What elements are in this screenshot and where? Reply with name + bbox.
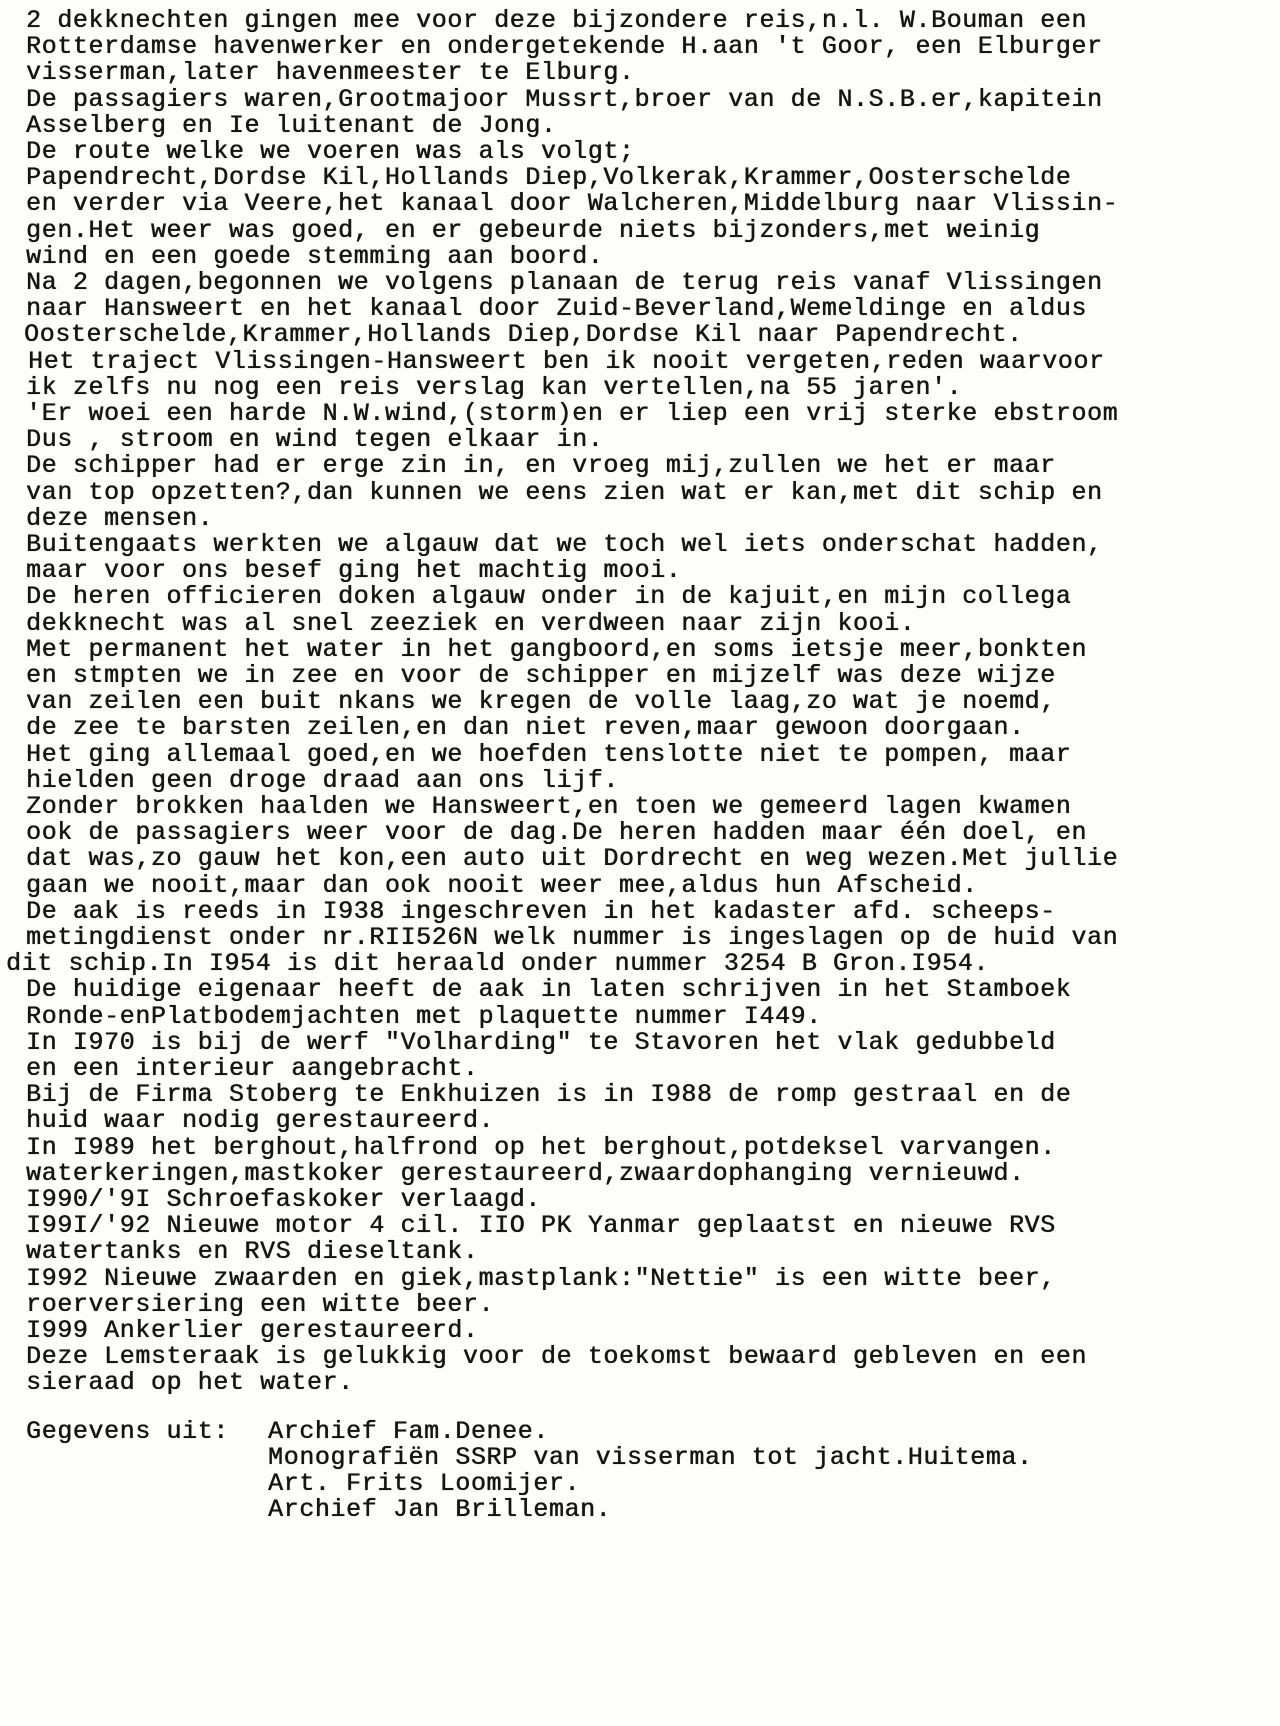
text-line: dat was,zo gauw het kon,een auto uit Dordrecht en weg wezen.Met jullie (26, 844, 1119, 874)
text-line: ik zelfs nu nog een reis verslag kan vertellen,na 55 jaren'. (26, 372, 963, 402)
text-line: Buitengaats werkten we algauw dat we toch wel iets onderschat hadden, (26, 530, 1103, 559)
text-line: De route welke we voeren was als volgt; (26, 137, 635, 166)
text-line: gaan we nooit,maar dan ook nooit weer mee,aldus hun Afscheid. (26, 870, 978, 900)
text-line: dekknecht was al snel zeeziek en verdween naar zijn kooi. (26, 608, 916, 638)
text-line: en verder via Veere,het kanaal door Walcheren,Middelburg naar Vlissin- (26, 189, 1119, 219)
text-line: In I970 is bij de werf "Volharding" te Stavoren het vlak gedubbeld (26, 1027, 1056, 1057)
text-line: De huidige eigenaar heeft de aak in laten schrijven in het Stamboek (26, 975, 1072, 1005)
text-line: metingdienst onder nr.RII526N welk nummer is ingeslagen op de huid van (26, 923, 1119, 952)
text-line: wind en een goede stemming aan boord. (26, 241, 604, 271)
text-line: visserman,later havenmeester te Elburg. (26, 58, 635, 88)
text-line: I990/'9I Schroefaskoker verlaagd. (26, 1185, 541, 1214)
text-line: gen.Het weer was goed, en er gebeurde niets bijzonders,met weinig (26, 215, 1041, 245)
text-line: De passagiers waren,Grootmajoor Mussrt,broer van de N.S.B.er,kapitein (26, 84, 1103, 114)
text-line: Rotterdamse havenwerker en ondergetekende H.aan 't Goor, een Elburger (26, 32, 1103, 62)
text-line: Dus , stroom en wind tegen elkaar in. (26, 425, 604, 455)
text-line: dit schip.In I954 is dit heraald onder nummer 3254 B Gron.I954. (6, 949, 989, 979)
text-line: Met permanent het water in het gangboord,en soms ietsje meer,bonkten (26, 634, 1087, 664)
text-line: Ronde-enPlatbodemjachten met plaquette nummer I449. (26, 1001, 822, 1031)
text-line: In I989 het berghout,halfrond op het berghout,potdeksel varvangen. (26, 1132, 1056, 1162)
sources-label: Gegevens uit: (26, 1416, 229, 1446)
text-line: van zeilen een buit nkans we kregen de volle laag,zo wat je noemd, (26, 687, 1056, 717)
text-line: Oosterschelde,Krammer,Hollands Diep,Dordse Kil naar Papendrecht. (24, 320, 1023, 350)
text-line: huid waar nodig gerestaureerd. (26, 1106, 495, 1136)
text-line: roerversiering een witte beer. (26, 1289, 495, 1319)
text-line: I999 Ankerlier gerestaureerd. (26, 1316, 479, 1345)
text-line: en een interieur aangebracht. (26, 1054, 479, 1083)
text-line: ook de passagiers weer voor de dag.De heren hadden maar één doel, en (26, 818, 1087, 848)
source-entry: Monografiën SSRP van visserman tot jacht.Huitema. (268, 1442, 1033, 1472)
text-line: watertanks en RVS dieseltank. (26, 1237, 479, 1267)
text-line: sieraad op het water. (26, 1368, 354, 1398)
text-line: en stmpten we in zee en voor de schipper en mijzelf was deze wijze (26, 661, 1056, 690)
text-line: 2 dekknechten gingen mee voor deze bijzondere reis,n.l. W.Bouman een (26, 6, 1087, 35)
source-entry: Archief Fam.Denee. (268, 1416, 549, 1446)
text-line: 'Er woei een harde N.W.wind,(storm)en er liep een vrij sterke ebstroom (26, 399, 1119, 428)
text-line: De schipper had er erge zin in, en vroeg mij,zullen we het er maar (26, 451, 1056, 481)
text-line: van top opzetten?,dan kunnen we eens zien wat er kan,met dit schip en (26, 477, 1103, 507)
source-entry: Archief Jan Brilleman. (268, 1495, 612, 1525)
text-line: de zee te barsten zeilen,en dan niet reven,maar gewoon doorgaan. (26, 713, 1025, 743)
text-line: hielden geen droge draad aan ons lijf. (26, 765, 619, 795)
text-line: Deze Lemsteraak is gelukkig voor de toekomst bewaard gebleven en een (26, 1342, 1087, 1372)
text-line: Het ging allemaal goed,en we hoefden tenslotte niet te pompen, maar (26, 739, 1072, 769)
text-line: Papendrecht,Dordse Kil,Hollands Diep,Volkerak,Krammer,Oosterschelde (26, 163, 1072, 193)
source-entry: Art. Frits Loomijer. (268, 1469, 581, 1498)
text-line: naar Hansweert en het kanaal door Zuid-Beverland,Wemeldinge en aldus (26, 294, 1087, 324)
text-line: Het traject Vlissingen-Hansweert ben ik nooit vergeten,reden waarvoor (28, 346, 1105, 376)
text-line: I992 Nieuwe zwaarden en giek,mastplank:"Nettie" is een witte beer, (26, 1263, 1056, 1293)
text-line: Zonder brokken haalden we Hansweert,en toen we gemeerd lagen kwamen (26, 792, 1072, 821)
text-line: Na 2 dagen,begonnen we volgens planaan de terug reis vanaf Vlissingen (26, 268, 1103, 297)
text-line: I99I/'92 Nieuwe motor 4 cil. IIO PK Yanmar geplaatst en nieuwe RVS (26, 1211, 1056, 1241)
text-line: De heren officieren doken algauw onder in de kajuit,en mijn collega (26, 582, 1072, 612)
text-line: deze mensen. (26, 503, 214, 533)
text-line: maar voor ons besef ging het machtig mooi. (26, 556, 682, 586)
text-line: Bij de Firma Stoberg te Enkhuizen is in I988 de romp gestraal en de (26, 1080, 1072, 1110)
text-line: Asselberg en Ie luitenant de Jong. (26, 110, 557, 140)
text-line: De aak is reeds in I938 ingeschreven in het kadaster afd. scheeps- (26, 896, 1056, 926)
text-line: waterkeringen,mastkoker gerestaureerd,zwaardophanging vernieuwd. (26, 1158, 1025, 1188)
